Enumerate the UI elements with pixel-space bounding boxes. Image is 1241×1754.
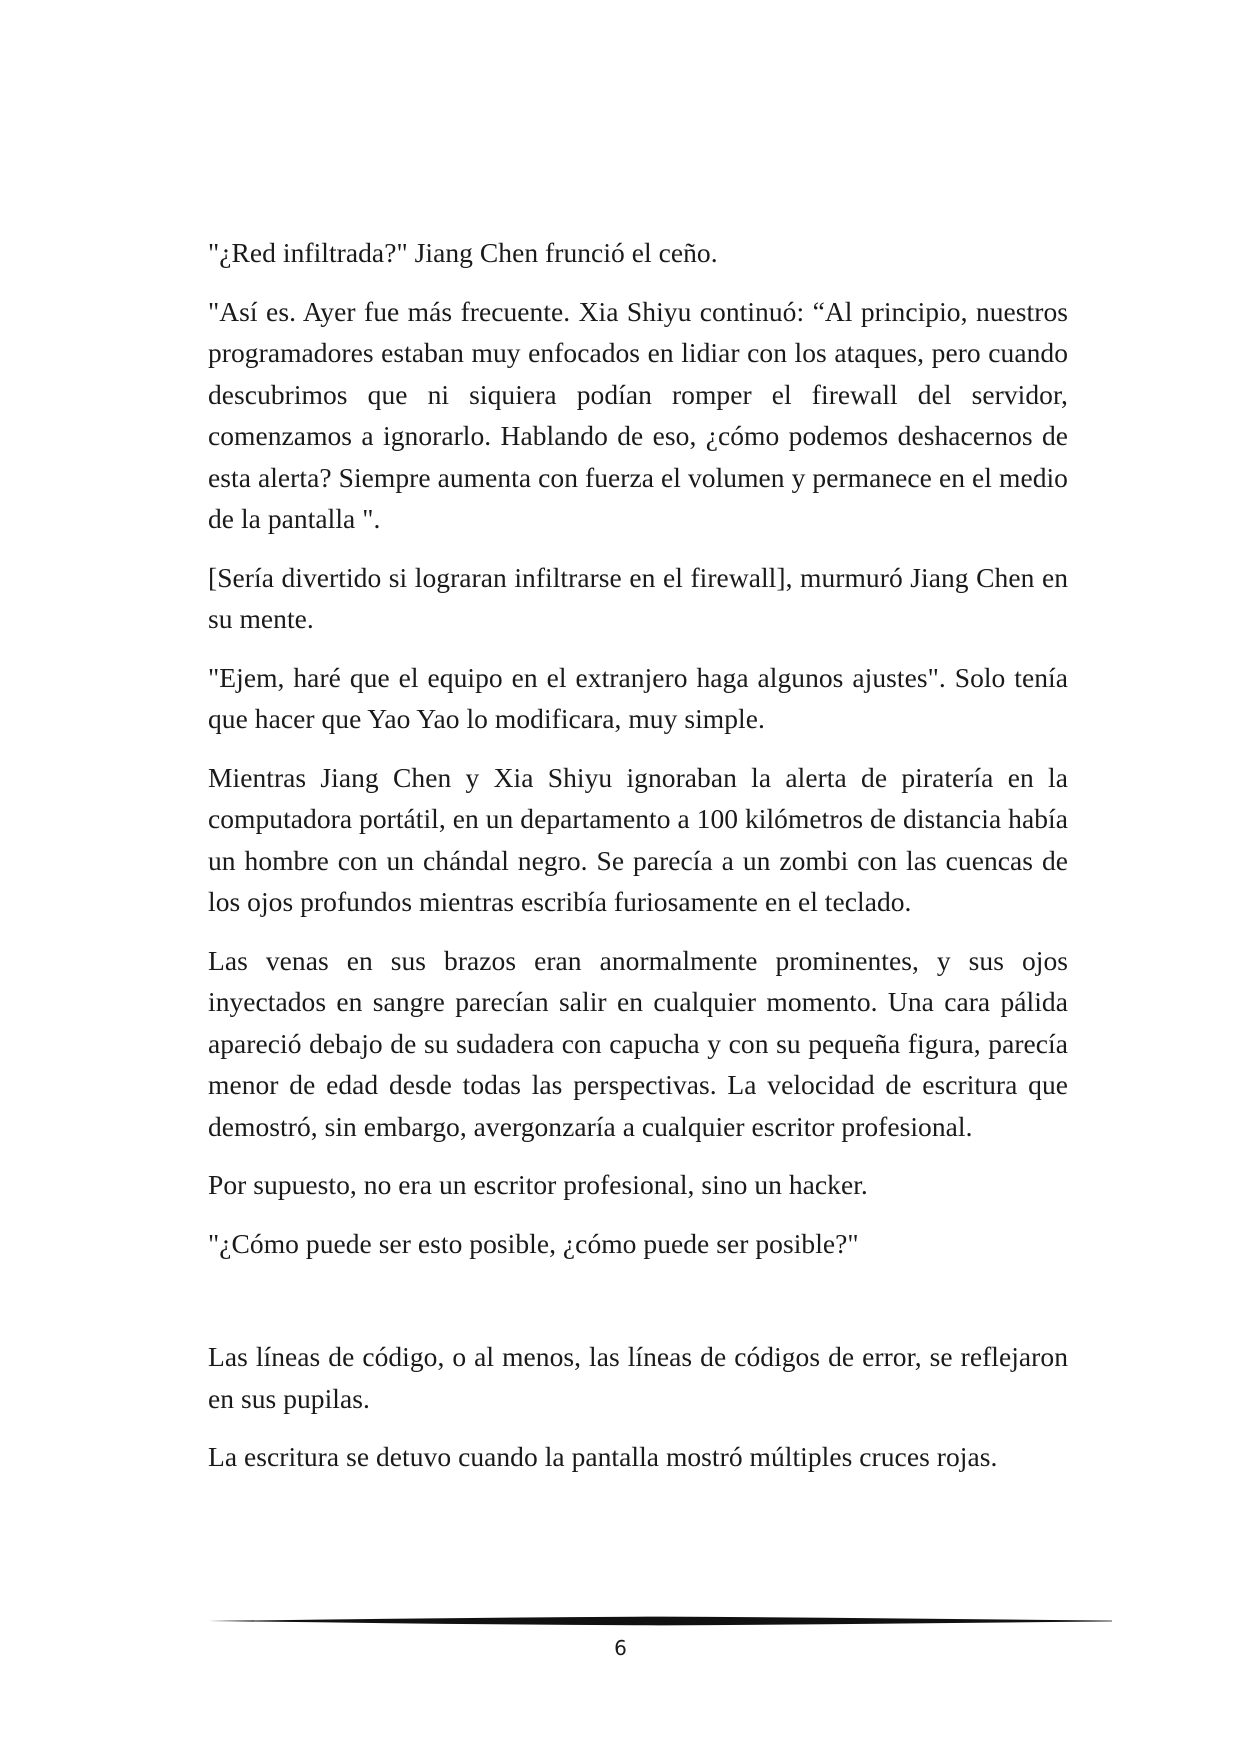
paragraph-4: "Ejem, haré que el equipo en el extranjero haga algunos ajustes". Solo tenía que hacer que Yao Yao lo modificara, muy simple. xyxy=(208,661,1068,734)
paragraph-9: Las líneas de código, o al menos, las líneas de códigos de error, se reflejaron en sus pupilas. xyxy=(208,1341,1068,1414)
paragraph-5: Mientras Jiang Chen y Xia Shiyu ignoraban la alerta de piratería en la computadora portátil, en un departamento a 100 kilómetros de distancia había un hombre con un chándal negro. Se parecía a un zombi con las cuencas de los ojos profundos mientras escribía furiosamente en el teclado. xyxy=(208,761,1068,917)
paragraph-2: "Así es. Ayer fue más frecuente. Xia Shiyu continuó: “Al principio, nuestros programadores estaban muy enfocados en lidiar con los ataques, pero cuando descubrimos que ni siquiera podían romper el firewall del servidor, comenzamos a ignorarlo. Hablando de eso, ¿cómo podemos deshacernos de esta alerta? Siempre aumenta con fuerza el volumen y permanece en el medio de la pantalla ". xyxy=(208,295,1068,534)
paragraph-1: "¿Red infiltrada?" Jiang Chen frunció el ceño. xyxy=(208,237,718,268)
paragraph-3: [Sería divertido si lograran infiltrarse en el firewall], murmuró Jiang Chen en su mente. xyxy=(208,561,1068,634)
page-number: 6 xyxy=(614,1636,627,1660)
paragraph-8: "¿Cómo puede ser esto posible, ¿cómo puede ser posible?" xyxy=(208,1227,859,1259)
paragraph-7: Por supuesto, no era un escritor profesional, sino un hacker. xyxy=(208,1169,868,1200)
paragraph-6: Las venas en sus brazos eran anormalmente prominentes, y sus ojos inyectados en sangre parecían salir en cualquier momento. Una cara pálida apareció debajo de su sudadera con capucha y con su pequeña figura, parecía menor de edad desde todas las perspectivas. La velocidad de escritura que demostró, sin embargo, avergonzaría a cualquier escritor profesional. xyxy=(208,944,1068,1142)
paragraph-10: La escritura se detuvo cuando la pantalla mostró múltiples cruces rojas. xyxy=(208,1441,998,1472)
body-text xyxy=(208,232,1068,1495)
footer-divider xyxy=(208,1614,1112,1628)
